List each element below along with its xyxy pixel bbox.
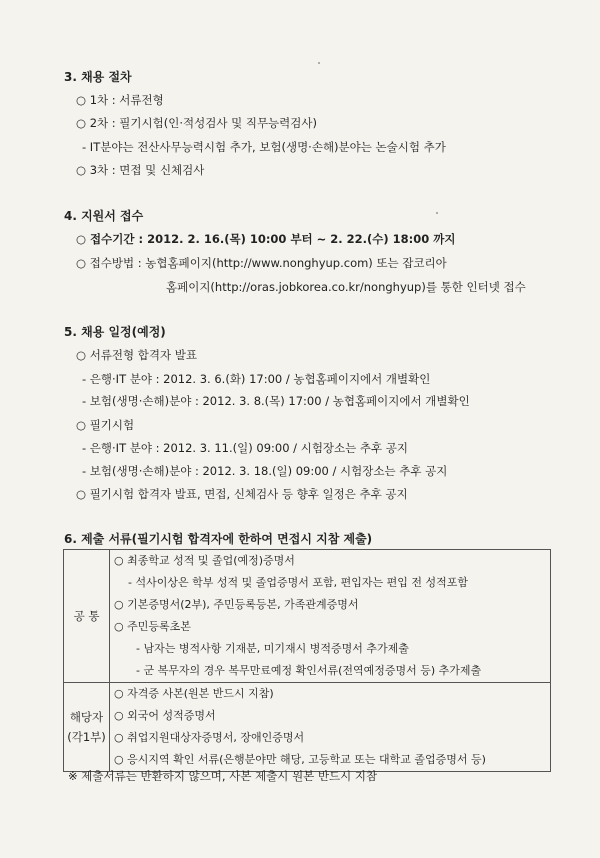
section-3-line: - IT분야는 전산사무능력시험 추가, 보험(생명·손해)분야는 논술시험 추가 xyxy=(82,140,446,154)
list-item: ○ 외국어 성적증명서 xyxy=(114,709,216,722)
list-item: - 군 복무자의 경우 복무만료예정 확인서류(전역예정증명서 등) 추가제출 xyxy=(136,664,482,677)
common-items-cell xyxy=(110,550,551,683)
schedule-line: - 보험(생명·손해)분야 : 2012. 3. 18.(일) 09:00 / 시험장소는 추후 공지 xyxy=(82,464,448,478)
section-3-line: ○ 2차 : 필기시험(인·적성검사 및 직무능력검사) xyxy=(76,116,317,130)
section-4-title: 4. 지원서 접수 xyxy=(64,209,144,223)
application-method: ○ 접수방법 : 농협홈페이지(http://www.nonghyup.com) 또는 잡코리아 xyxy=(76,256,447,270)
applicable-label xyxy=(64,683,110,772)
table-row xyxy=(64,683,551,772)
applicable-label-line: 해당자 xyxy=(69,710,104,724)
list-item: ○ 기본증명서(2부), 주민등록등본, 가족관계증명서 xyxy=(114,598,359,611)
table-row xyxy=(64,550,551,683)
section-3-line: ○ 3차 : 면접 및 신체검사 xyxy=(76,163,205,177)
schedule-line: ○ 필기시험 합격자 발표, 면접, 신체검사 등 향후 일정은 추후 공지 xyxy=(76,487,408,501)
list-item: ○ 최종학교 성적 및 졸업(예정)증명서 xyxy=(114,554,295,567)
scan-speck xyxy=(436,212,438,214)
list-item: ○ 응시지역 확인 서류(은행분야만 해당, 고등학교 또는 대학교 졸업증명서 등) xyxy=(114,753,486,766)
section-6-title: 6. 제출 서류(필기시험 합격자에 한하여 면접시 지참 제출) xyxy=(64,532,373,546)
documents-table xyxy=(63,549,551,772)
scan-speck xyxy=(318,62,320,64)
section-3-title: 3. 채용 절차 xyxy=(64,70,132,84)
section-3-line: ○ 1차 : 서류전형 xyxy=(76,93,164,107)
schedule-line: - 보험(생명·손해)분야 : 2012. 3. 8.(목) 17:00 / 농협홈페이지에서 개별확인 xyxy=(82,394,470,408)
schedule-line: - 은행·IT 분야 : 2012. 3. 11.(일) 09:00 / 시험장소는 추후 공지 xyxy=(82,441,409,455)
application-method-cont: 홈페이지(http://oras.jobkorea.co.kr/nonghyup)를 통한 인터넷 접수 xyxy=(166,280,526,294)
list-item: ○ 주민등록초본 xyxy=(114,620,191,633)
section-5-title: 5. 채용 일정(예정) xyxy=(64,325,166,339)
common-label: 공 통 xyxy=(64,550,110,683)
schedule-line: - 은행·IT 분야 : 2012. 3. 6.(화) 17:00 / 농협홈페이지에서 개별확인 xyxy=(82,372,431,386)
list-item: - 석사이상은 학부 성적 및 졸업증명서 포함, 편입자는 편입 전 성적포함 xyxy=(128,576,468,589)
application-period: ○ 접수기간 : 2012. 2. 16.(목) 10:00 부터 ~ 2. 22.(수) 18:00 까지 xyxy=(76,232,456,246)
list-item: ○ 자격증 사본(원본 반드시 지참) xyxy=(114,687,274,700)
applicable-items-cell xyxy=(110,683,551,772)
submission-note: ※ 제출서류는 반환하지 않으며, 사본 제출시 원본 반드시 지참 xyxy=(68,769,378,783)
applicable-label-line: (각1부) xyxy=(67,730,106,744)
list-item: - 남자는 병적사항 기재분, 미기재시 병적증명서 추가제출 xyxy=(136,642,409,655)
schedule-line: ○ 서류전형 합격자 발표 xyxy=(76,348,197,362)
list-item: ○ 취업지원대상자증명서, 장애인증명서 xyxy=(114,731,305,744)
schedule-line: ○ 필기시험 xyxy=(76,418,135,432)
